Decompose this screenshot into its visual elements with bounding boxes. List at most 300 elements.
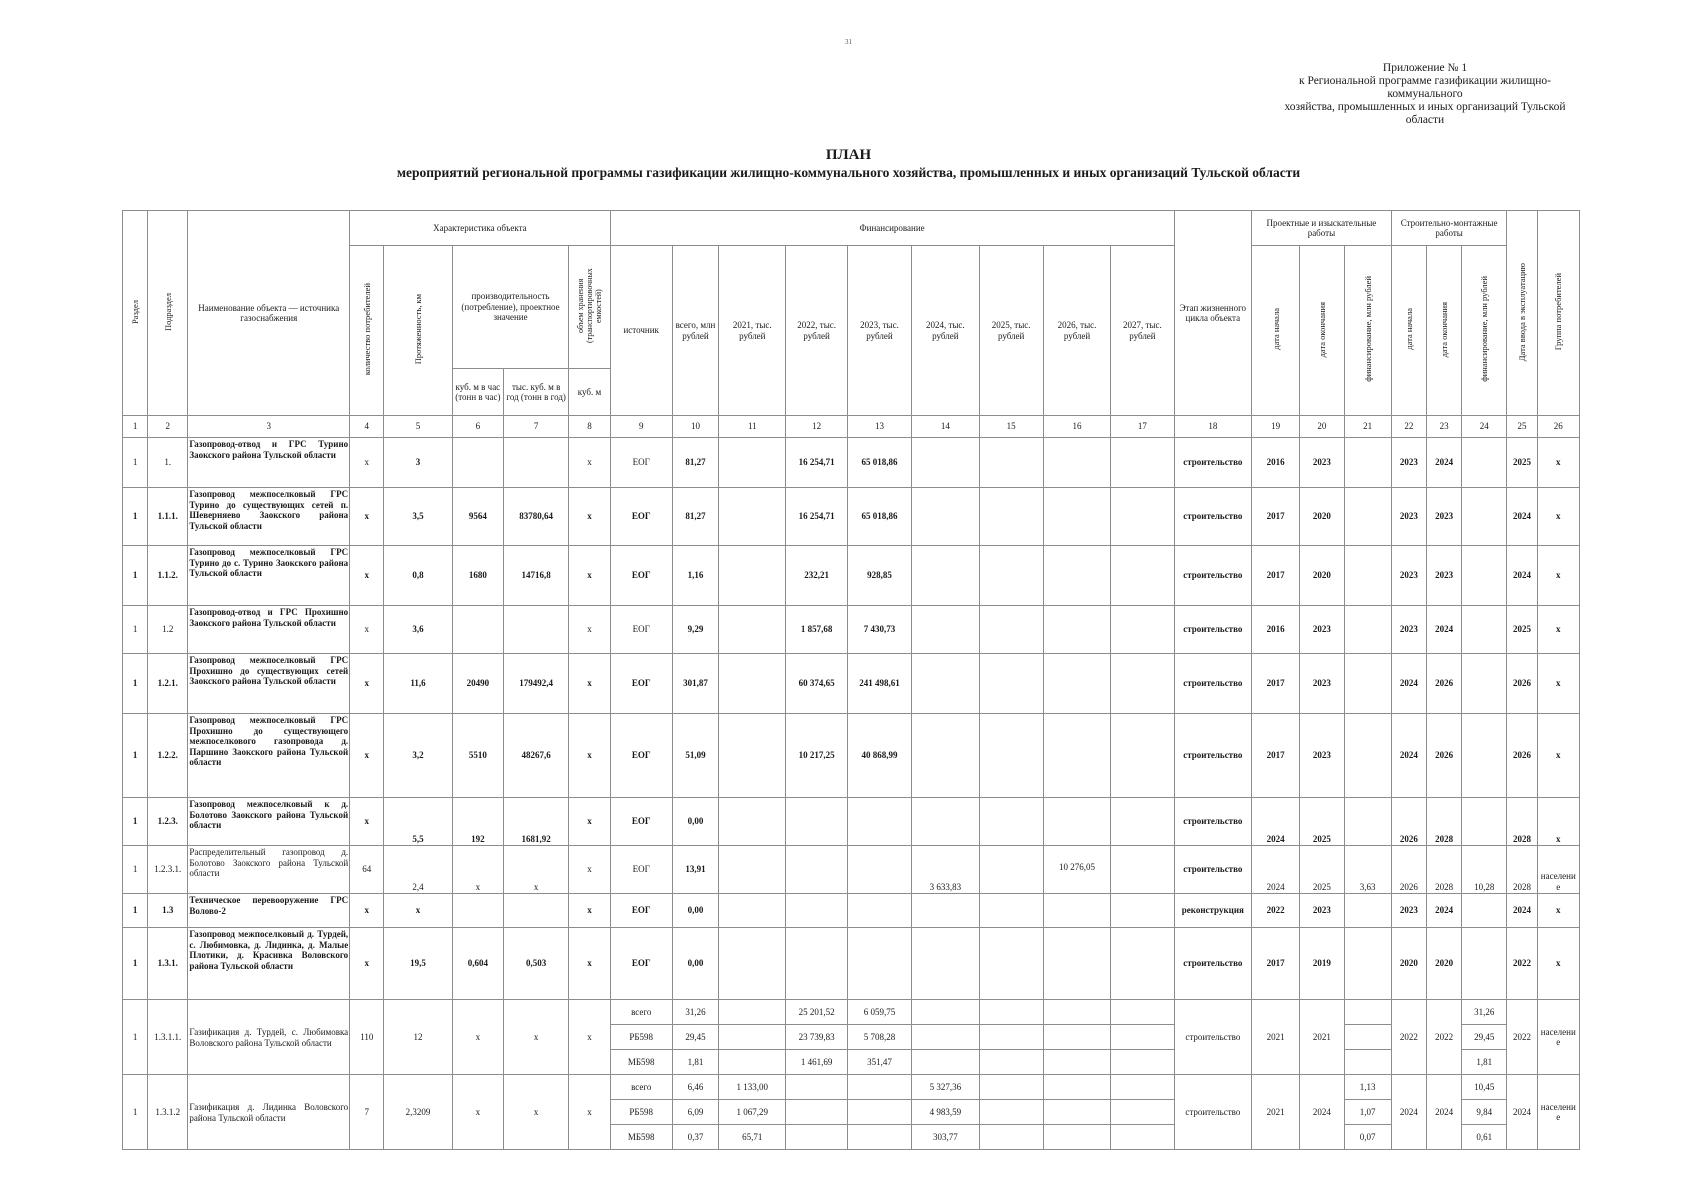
- cell-podrazdel: 1.1.2.: [148, 546, 188, 606]
- cell-2021: [719, 1025, 786, 1050]
- cell-smr-end: 2024: [1426, 606, 1461, 654]
- cell-source: ЕОГ: [610, 654, 672, 714]
- cell-smr-funding: [1462, 798, 1507, 846]
- cell-total: 6,09: [672, 1100, 718, 1125]
- cell-2022: 1 461,69: [786, 1050, 847, 1075]
- cell-smr-start: 2026: [1391, 798, 1426, 846]
- cell-pir-funding: 1,07: [1344, 1100, 1391, 1125]
- cell-2025: [979, 1125, 1043, 1150]
- cell-group: население: [1537, 846, 1579, 894]
- cell-2027: [1111, 928, 1174, 1000]
- cell-pir-start: 2017: [1252, 654, 1300, 714]
- header-2023: 2023, тыс. рублей: [847, 246, 911, 416]
- cell-2026: [1043, 438, 1110, 488]
- cell-length: х: [384, 894, 452, 928]
- col-number: 19: [1252, 416, 1300, 438]
- cell-2026: [1043, 714, 1110, 798]
- cell-length: 11,6: [384, 654, 452, 714]
- cell-consumers: х: [350, 714, 384, 798]
- cell-source: ЕОГ: [610, 488, 672, 546]
- cell-cap-hour: [452, 894, 503, 928]
- header-source: источник: [610, 246, 672, 416]
- cell-2022: 16 254,71: [786, 488, 847, 546]
- cell-pir-funding: 3,63: [1344, 846, 1391, 894]
- cell-razdel: 1: [123, 606, 148, 654]
- cell-razdel: 1: [123, 1000, 148, 1075]
- cell-group: х: [1537, 488, 1579, 546]
- col-number: 24: [1462, 416, 1507, 438]
- cell-length: 3,2: [384, 714, 452, 798]
- cell-2022: 1 857,68: [786, 606, 847, 654]
- cell-2024: 3 633,83: [912, 846, 979, 894]
- cell-pir-end: 2023: [1300, 654, 1344, 714]
- cell-2025: [979, 894, 1043, 928]
- cell-commissioning: 2025: [1507, 438, 1537, 488]
- cell-podrazdel: 1.3.1.: [148, 928, 188, 1000]
- cell-smr-start: 2023: [1391, 606, 1426, 654]
- table-row: [123, 846, 1580, 894]
- cell-pir-funding: 1,13: [1344, 1075, 1391, 1100]
- cell-pir-start: 2021: [1252, 1075, 1300, 1150]
- cell-consumers: х: [350, 606, 384, 654]
- cell-cap-hour: 9564: [452, 488, 503, 546]
- header-stage: Этап жизненного цикла объекта: [1174, 211, 1251, 416]
- cell-total: 31,26: [672, 1000, 718, 1025]
- document-title: [0, 146, 1697, 182]
- cell-2025: [979, 714, 1043, 798]
- cell-pir-end: 2025: [1300, 798, 1344, 846]
- table-row: [123, 654, 1580, 714]
- cell-storage: х: [569, 928, 610, 1000]
- header-podrazdel: Подраздел: [148, 211, 188, 416]
- cell-cap-year: 48267,6: [503, 714, 568, 798]
- cell-2021: 1 133,00: [719, 1075, 786, 1100]
- cell-cap-hour: [452, 438, 503, 488]
- cell-smr-end: 2026: [1426, 654, 1461, 714]
- cell-source: ЕОГ: [610, 846, 672, 894]
- cell-length: 3,5: [384, 488, 452, 546]
- cell-2025: [979, 1100, 1043, 1125]
- cell-razdel: 1: [123, 1075, 148, 1150]
- cell-pir-funding: [1344, 546, 1391, 606]
- cell-name: Газопровод межпоселковый д. Турдей, с. Любимовка, д. Лидинка, д. Малые Плотики, д. Красивка Воловского района Тульской области: [188, 928, 350, 1000]
- cell-2021: [719, 438, 786, 488]
- cell-group: х: [1537, 654, 1579, 714]
- cell-smr-start: 2024: [1391, 714, 1426, 798]
- cell-total: 0,37: [672, 1125, 718, 1150]
- cell-pir-start: 2017: [1252, 928, 1300, 1000]
- cell-2027: [1111, 488, 1174, 546]
- cell-pir-funding: [1344, 1050, 1391, 1075]
- cell-group: х: [1537, 714, 1579, 798]
- cell-pir-start: 2017: [1252, 546, 1300, 606]
- cell-smr-start: 2022: [1391, 1000, 1426, 1075]
- col-number: 21: [1344, 416, 1391, 438]
- cell-smr-funding: [1462, 894, 1507, 928]
- cell-cap-year: 1681,92: [503, 798, 568, 846]
- cell-source: всего: [610, 1075, 672, 1100]
- appendix-line: области: [1405, 114, 1445, 126]
- col-number: 2: [148, 416, 188, 438]
- cell-cap-hour: х: [452, 1075, 503, 1150]
- cell-cap-year: 0,503: [503, 928, 568, 1000]
- cell-group: х: [1537, 894, 1579, 928]
- cell-2023: [847, 1125, 911, 1150]
- cell-2025: [979, 1075, 1043, 1100]
- header-pir-end: дата окончания: [1300, 246, 1344, 416]
- cell-2026: [1043, 1100, 1110, 1125]
- cell-2022: [786, 928, 847, 1000]
- cell-pir-end: 2025: [1300, 846, 1344, 894]
- cell-source: ЕОГ: [610, 714, 672, 798]
- cell-2027: [1111, 1025, 1174, 1050]
- cell-2021: [719, 846, 786, 894]
- cell-stage: строительство: [1174, 606, 1251, 654]
- cell-consumers: х: [350, 438, 384, 488]
- cell-2023: 6 059,75: [847, 1000, 911, 1025]
- cell-commissioning: 2028: [1507, 798, 1537, 846]
- cell-podrazdel: 1.3.1.2: [148, 1075, 188, 1150]
- cell-stage: реконструкция: [1174, 894, 1251, 928]
- cell-2025: [979, 488, 1043, 546]
- cell-2024: 303,77: [912, 1125, 979, 1150]
- cell-name: Техническое перевооружение ГРС Волово-2: [188, 894, 350, 928]
- cell-2022: 60 374,65: [786, 654, 847, 714]
- cell-cap-hour: 192: [452, 798, 503, 846]
- cell-commissioning: 2024: [1507, 488, 1537, 546]
- cell-2022: [786, 798, 847, 846]
- cell-smr-funding: [1462, 438, 1507, 488]
- cell-razdel: 1: [123, 654, 148, 714]
- cell-2023: [847, 928, 911, 1000]
- cell-2023: 40 868,99: [847, 714, 911, 798]
- cell-consumers: 110: [350, 1000, 384, 1075]
- col-number: 18: [1174, 416, 1251, 438]
- appendix-line: к Региональной программе газификации жилищно-: [1298, 75, 1552, 87]
- cell-smr-funding: 29,45: [1462, 1025, 1507, 1050]
- col-number: 6: [452, 416, 503, 438]
- cell-length: 3: [384, 438, 452, 488]
- cell-2022: [786, 846, 847, 894]
- cell-pir-end: 2020: [1300, 488, 1344, 546]
- cell-2024: [912, 798, 979, 846]
- header-2024: 2024, тыс. рублей: [912, 246, 979, 416]
- cell-group: население: [1537, 1075, 1579, 1150]
- cell-stage: строительство: [1174, 1075, 1251, 1150]
- cell-consumers: х: [350, 654, 384, 714]
- header-design-works: Проектные и изыскательные работы: [1252, 211, 1392, 246]
- cell-source: МБ598: [610, 1125, 672, 1150]
- col-number: 9: [610, 416, 672, 438]
- col-number: 23: [1426, 416, 1461, 438]
- cell-2022: 23 739,83: [786, 1025, 847, 1050]
- cell-smr-start: 2020: [1391, 928, 1426, 1000]
- appendix-note: [1240, 62, 1610, 127]
- header-2027: 2027, тыс. рублей: [1111, 246, 1174, 416]
- cell-2026: [1043, 546, 1110, 606]
- cell-source: ЕОГ: [610, 798, 672, 846]
- cell-smr-end: 2026: [1426, 714, 1461, 798]
- cell-smr-funding: [1462, 488, 1507, 546]
- cell-smr-end: 2023: [1426, 488, 1461, 546]
- cell-cap-year: 14716,8: [503, 546, 568, 606]
- cell-commissioning: 2024: [1507, 894, 1537, 928]
- cell-pir-end: 2023: [1300, 606, 1344, 654]
- cell-2025: [979, 438, 1043, 488]
- cell-pir-funding: [1344, 714, 1391, 798]
- cell-2021: [719, 1000, 786, 1025]
- cell-cap-hour: х: [452, 846, 503, 894]
- cell-pir-end: 2024: [1300, 1075, 1344, 1150]
- cell-2023: [847, 894, 911, 928]
- cell-2023: [847, 846, 911, 894]
- cell-source: ЕОГ: [610, 438, 672, 488]
- cell-2025: [979, 546, 1043, 606]
- cell-stage: строительство: [1174, 846, 1251, 894]
- cell-2024: 4 983,59: [912, 1100, 979, 1125]
- cell-commissioning: 2026: [1507, 714, 1537, 798]
- cell-pir-start: 2021: [1252, 1000, 1300, 1075]
- col-number: 22: [1391, 416, 1426, 438]
- cell-pir-funding: [1344, 1000, 1391, 1025]
- cell-total: 301,87: [672, 654, 718, 714]
- cell-2023: 928,85: [847, 546, 911, 606]
- cell-2026: [1043, 1000, 1110, 1025]
- cell-consumers: х: [350, 488, 384, 546]
- cell-2025: [979, 846, 1043, 894]
- cell-2023: 65 018,86: [847, 438, 911, 488]
- cell-pir-funding: [1344, 606, 1391, 654]
- cell-pir-start: 2016: [1252, 606, 1300, 654]
- cell-storage: х: [569, 846, 610, 894]
- table-row: [123, 714, 1580, 798]
- table-row: [123, 928, 1580, 1000]
- col-number: 4: [350, 416, 384, 438]
- table-row: [123, 488, 1580, 546]
- cell-smr-end: 2028: [1426, 798, 1461, 846]
- cell-2021: [719, 654, 786, 714]
- cell-pir-end: 2023: [1300, 714, 1344, 798]
- cell-group: х: [1537, 928, 1579, 1000]
- cell-name: Газопровод-отвод и ГРС Турино Заокского района Тульской области: [188, 438, 350, 488]
- cell-storage: х: [569, 654, 610, 714]
- cell-2025: [979, 928, 1043, 1000]
- cell-name: Газопровод межпоселковый ГРС Прохишно до существующего межпоселкового газопровода д. Паршино Заокского района Тульской области: [188, 714, 350, 798]
- cell-cap-year: х: [503, 1075, 568, 1150]
- appendix-line: Приложение № 1: [1382, 62, 1468, 74]
- cell-length: 0,8: [384, 546, 452, 606]
- cell-razdel: 1: [123, 928, 148, 1000]
- cell-pir-funding: [1344, 928, 1391, 1000]
- cell-smr-funding: 0,61: [1462, 1125, 1507, 1150]
- cell-2026: [1043, 606, 1110, 654]
- cell-razdel: 1: [123, 546, 148, 606]
- cell-2025: [979, 606, 1043, 654]
- header-length: Протяженность, км: [384, 246, 452, 416]
- cell-2021: [719, 488, 786, 546]
- col-number: 11: [719, 416, 786, 438]
- cell-2021: [719, 798, 786, 846]
- cell-2024: [912, 488, 979, 546]
- cell-pir-end: 2021: [1300, 1000, 1344, 1075]
- cell-2024: [912, 546, 979, 606]
- cell-total: 6,46: [672, 1075, 718, 1100]
- header-capacity: производительность (потребление), проектное значение: [452, 246, 569, 369]
- col-number: 12: [786, 416, 847, 438]
- cell-cap-year: [503, 894, 568, 928]
- cell-source: ЕОГ: [610, 894, 672, 928]
- cell-source: МБ598: [610, 1050, 672, 1075]
- cell-commissioning: 2022: [1507, 1000, 1537, 1075]
- cell-2024: [912, 438, 979, 488]
- cell-cap-hour: 1680: [452, 546, 503, 606]
- header-smr-end: дата окончания: [1426, 246, 1461, 416]
- cell-total: 81,27: [672, 438, 718, 488]
- header-consumer-group: Группа потребителей: [1537, 211, 1579, 416]
- cell-storage: х: [569, 894, 610, 928]
- cell-pir-funding: [1344, 488, 1391, 546]
- header-storage-unit: куб. м: [569, 369, 610, 416]
- cell-2022: [786, 1125, 847, 1150]
- cell-razdel: 1: [123, 846, 148, 894]
- cell-2025: [979, 1000, 1043, 1025]
- cell-smr-end: 2024: [1426, 1075, 1461, 1150]
- cell-length: 3,6: [384, 606, 452, 654]
- header-characteristics: Характеристика объекта: [350, 211, 610, 246]
- cell-total: 1,16: [672, 546, 718, 606]
- cell-total: 29,45: [672, 1025, 718, 1050]
- cell-commissioning: 2026: [1507, 654, 1537, 714]
- cell-stage: строительство: [1174, 438, 1251, 488]
- header-razdel: Раздел: [123, 211, 148, 416]
- cell-name: Газификация д. Лидинка Воловского района Тульской области: [188, 1075, 350, 1150]
- cell-stage: строительство: [1174, 928, 1251, 1000]
- cell-2024: [912, 606, 979, 654]
- cell-podrazdel: 1.2.3.1.: [148, 846, 188, 894]
- cell-consumers: х: [350, 928, 384, 1000]
- cell-podrazdel: 1.3.1.1.: [148, 1000, 188, 1075]
- cell-2027: [1111, 1050, 1174, 1075]
- cell-2021: [719, 894, 786, 928]
- cell-pir-start: 2024: [1252, 846, 1300, 894]
- cell-pir-funding: [1344, 798, 1391, 846]
- cell-smr-end: 2028: [1426, 846, 1461, 894]
- cell-name: Газификация д. Турдей, с. Любимовка Воловского района Тульской области: [188, 1000, 350, 1075]
- cell-2021: [719, 606, 786, 654]
- cell-name: Распределительный газопровод д. Болотово Заокского района Тульской области: [188, 846, 350, 894]
- cell-pir-end: 2023: [1300, 438, 1344, 488]
- cell-smr-funding: 1,81: [1462, 1050, 1507, 1075]
- cell-podrazdel: 1.2: [148, 606, 188, 654]
- cell-pir-end: 2019: [1300, 928, 1344, 1000]
- cell-smr-start: 2023: [1391, 438, 1426, 488]
- cell-smr-start: 2024: [1391, 1075, 1426, 1150]
- cell-2022: 10 217,25: [786, 714, 847, 798]
- cell-2024: [912, 894, 979, 928]
- cell-2026: [1043, 1075, 1110, 1100]
- cell-cap-year: [503, 606, 568, 654]
- cell-name: Газопровод-отвод и ГРС Прохишно Заокского района Тульской области: [188, 606, 350, 654]
- header-name: Наименование объекта — источника газоснабжения: [188, 211, 350, 416]
- cell-cap-hour: х: [452, 1000, 503, 1075]
- col-number: 1: [123, 416, 148, 438]
- col-number: 5: [384, 416, 452, 438]
- cell-smr-start: 2023: [1391, 488, 1426, 546]
- table-row: [123, 546, 1580, 606]
- cell-2026: [1043, 798, 1110, 846]
- cell-pir-start: 2017: [1252, 488, 1300, 546]
- cell-2023: 351,47: [847, 1050, 911, 1075]
- cell-smr-funding: 10,45: [1462, 1075, 1507, 1100]
- cell-pir-end: 2023: [1300, 894, 1344, 928]
- cell-total: 0,00: [672, 894, 718, 928]
- col-number: 7: [503, 416, 568, 438]
- cell-pir-funding: 0,07: [1344, 1125, 1391, 1150]
- cell-2025: [979, 654, 1043, 714]
- cell-2024: [912, 714, 979, 798]
- cell-2025: [979, 1025, 1043, 1050]
- cell-2022: [786, 894, 847, 928]
- cell-pir-start: 2017: [1252, 714, 1300, 798]
- cell-razdel: 1: [123, 488, 148, 546]
- cell-2027: [1111, 1125, 1174, 1150]
- cell-smr-funding: 9,84: [1462, 1100, 1507, 1125]
- cell-2026: [1043, 1125, 1110, 1150]
- cell-2026: [1043, 894, 1110, 928]
- cell-stage: строительство: [1174, 714, 1251, 798]
- cell-commissioning: 2024: [1507, 1075, 1537, 1150]
- cell-2024: [912, 1025, 979, 1050]
- cell-commissioning: 2022: [1507, 928, 1537, 1000]
- cell-commissioning: 2028: [1507, 846, 1537, 894]
- cell-2027: [1111, 438, 1174, 488]
- col-number: 10: [672, 416, 718, 438]
- cell-smr-funding: 10,28: [1462, 846, 1507, 894]
- header-financing: Финансирование: [610, 211, 1174, 246]
- header-cap-year: тыс. куб. м в год (тонн в год): [503, 369, 568, 416]
- cell-razdel: 1: [123, 798, 148, 846]
- cell-pir-funding: [1344, 654, 1391, 714]
- cell-total: 0,00: [672, 798, 718, 846]
- cell-razdel: 1: [123, 438, 148, 488]
- cell-group: х: [1537, 606, 1579, 654]
- col-number: 14: [912, 416, 979, 438]
- cell-2026: 10 276,05: [1043, 846, 1110, 894]
- cell-smr-funding: [1462, 546, 1507, 606]
- cell-group: население: [1537, 1000, 1579, 1075]
- header-pir-funding: финансирование, млн рублей: [1344, 246, 1391, 416]
- cell-2025: [979, 798, 1043, 846]
- cell-smr-end: 2024: [1426, 894, 1461, 928]
- cell-smr-end: 2023: [1426, 546, 1461, 606]
- cell-storage: х: [569, 438, 610, 488]
- cell-2023: [847, 798, 911, 846]
- cell-2027: [1111, 654, 1174, 714]
- col-number: 17: [1111, 416, 1174, 438]
- cell-cap-hour: 0,604: [452, 928, 503, 1000]
- cell-2026: [1043, 1025, 1110, 1050]
- cell-stage: строительство: [1174, 546, 1251, 606]
- cell-length: 19,5: [384, 928, 452, 1000]
- cell-2023: 241 498,61: [847, 654, 911, 714]
- header-smr-funding: финансирование, млн рублей: [1462, 246, 1507, 416]
- header-2025: 2025, тыс. рублей: [979, 246, 1043, 416]
- appendix-line: коммунального: [1387, 88, 1463, 100]
- cell-smr-funding: 31,26: [1462, 1000, 1507, 1025]
- cell-name: Газопровод межпоселковый ГРС Турино до существующих сетей п. Шеверняево Заокского района Тульской области: [188, 488, 350, 546]
- cell-2021: [719, 546, 786, 606]
- cell-cap-year: 83780,64: [503, 488, 568, 546]
